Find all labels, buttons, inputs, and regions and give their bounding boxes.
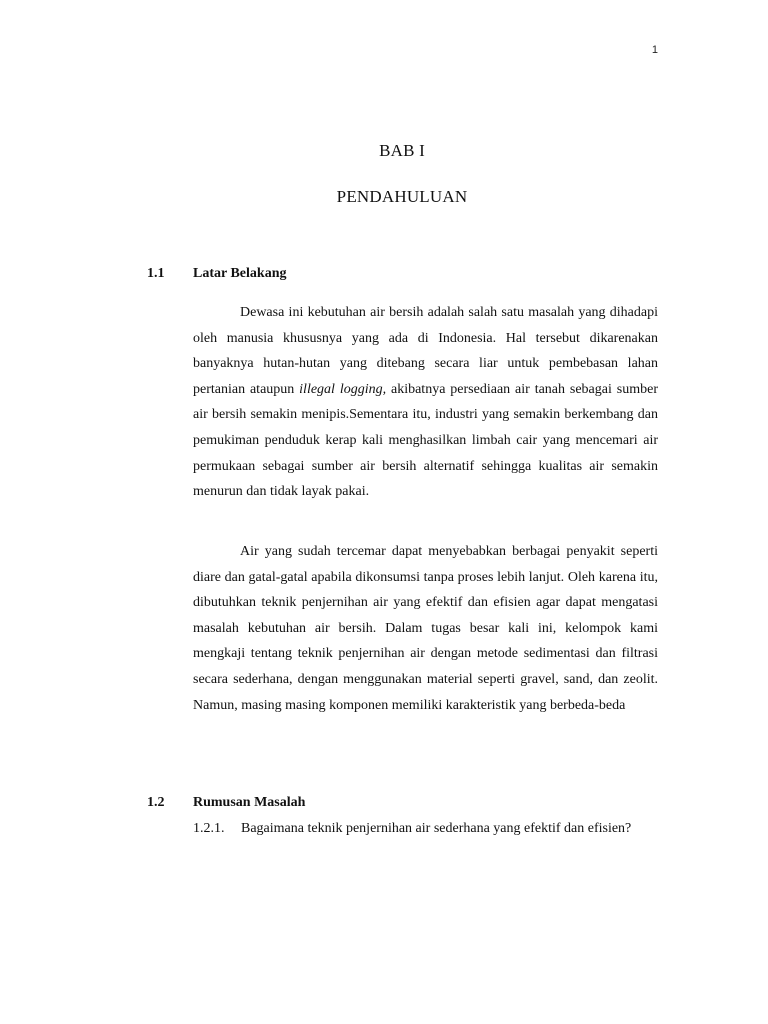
list-item-text: Bagaimana teknik penjernihan air sederhana yang efektif dan efisien? [241,821,632,836]
section-number: 1.1 [147,266,165,281]
paragraph-text: Dewasa ini kebutuhan air bersih adalah salah satu masalah yang dihadapi oleh manusia khususnya yang ada di Indonesia. Hal tersebut dikarenakan banyaknya hutan-hutan yang ditebang secara liar untuk pembebasan lahan pertanian ataupun [193,305,658,397]
paragraph-text: akibatnya persediaan air tanah sebagai sumber air bersih semakin menipis.Sementara itu, industri yang semakin berkembang dan pemukiman penduduk kerap kali menghasilkan limbah cair yang mencemari air permukaan sebagai sumber air bersih alternatif sehingga kualitas air semakin menurun dan tidak layak pakai. [193,381,658,500]
paragraph [193,539,658,718]
section-number: 1.2 [147,795,165,810]
chapter-title: PENDAHULUAN [336,187,468,206]
list-item-number: 1.2.1. [193,821,225,836]
page-number: 1 [651,44,658,56]
section-heading-latar-belakang [147,266,286,282]
section-heading-rumusan-masalah [147,795,305,811]
chapter-label: BAB I [379,141,425,160]
paragraph [193,300,658,505]
list-item [193,816,658,842]
paragraph-text: Air yang sudah tercemar dapat menyebabkan berbagai penyakit seperti diare dan gatal-gatal apabila dikonsumsi tanpa proses lebih lanjut. Oleh karena itu, dibutuhkan teknik penjernihan air yang efektif dan efisien agar dapat mengatasi masalah kebutuhan air bersih. Dalam tugas besar kali ini, kelompok kami mengkaji tentang teknik penjernihan air dengan metode sedimentasi dan filtrasi secara sederhana, dengan menggunakan material seperti gravel, sand, dan zeolit. Namun, masing masing komponen memiliki karakteristik yang berbeda-beda [193,544,658,713]
section-title: Rumusan Masalah [193,795,306,810]
section-title: Latar Belakang [193,266,287,281]
italic-term: illegal logging, [299,381,387,397]
